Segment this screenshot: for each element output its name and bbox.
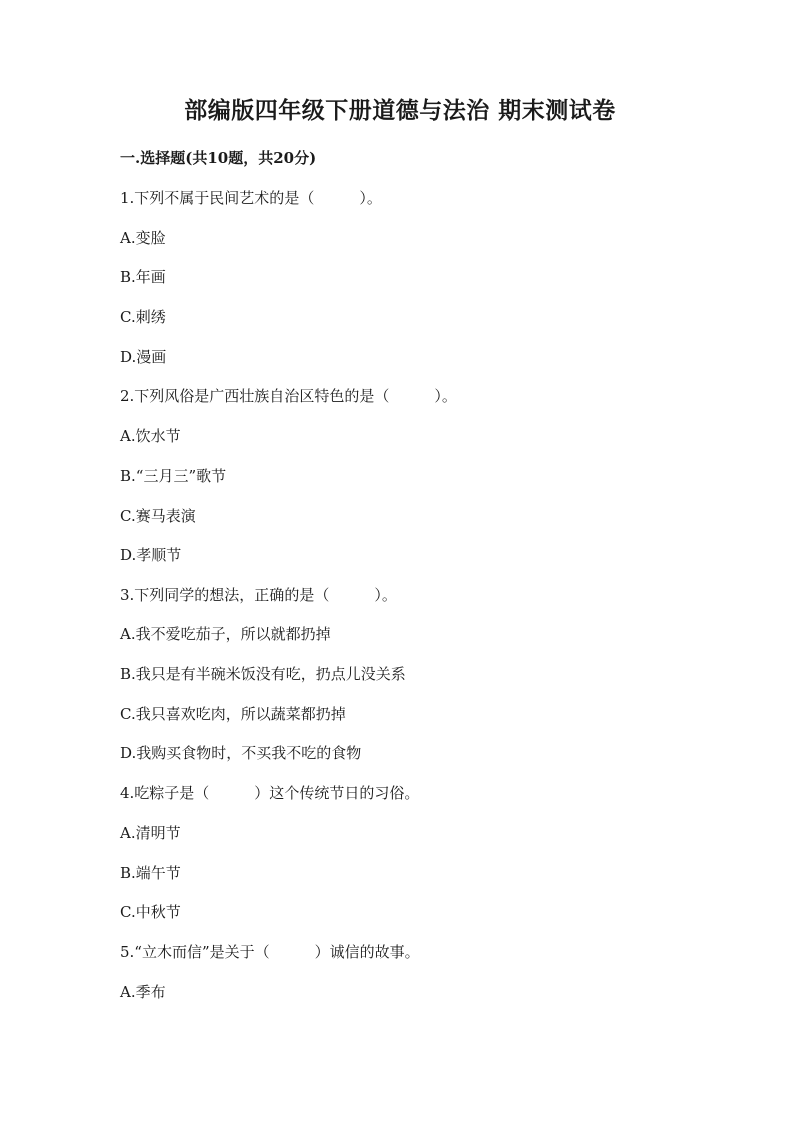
question-3-option-d: D.我购买食物时，不买我不吃的食物 [120,744,362,762]
question-1-option-b: B.年画 [120,268,166,286]
question-4-option-b: B.端午节 [120,864,181,882]
question-1-stem: 1.下列不属于民间艺术的是（ ）。 [120,189,382,207]
question-2-option-d: D.孝顺节 [120,546,182,564]
question-4-option-a: A.清明节 [120,824,181,842]
question-4-option-c: C.中秋节 [120,903,181,921]
question-3-stem: 3.下列同学的想法，正确的是（ ）。 [120,586,397,604]
question-5-stem: 5.“立木而信”是关于（ ）诚信的故事。 [120,943,420,961]
question-2-option-c: C.赛马表演 [120,507,196,525]
section-heading: 一.选择题(共10题，共20分) [120,149,317,167]
question-2-stem: 2.下列风俗是广西壮族自治区特色的是（ ）。 [120,387,457,405]
question-1-option-a: A.变脸 [120,229,166,247]
question-2-option-b: B.“三月三”歌节 [120,467,227,485]
question-3-option-b: B.我只是有半碗米饭没有吃，扔点儿没关系 [120,665,406,683]
question-2-option-a: A.饮水节 [120,427,181,445]
question-3-option-c: C.我只喜欢吃肉，所以蔬菜都扔掉 [120,705,346,723]
question-1-option-c: C.刺绣 [120,308,166,326]
question-4-stem: 4.吃粽子是（ ）这个传统节日的习俗。 [120,784,420,802]
question-1-option-d: D.漫画 [120,348,167,366]
page-title: 部编版四年级下册道德与法治 期末测试卷 [184,97,616,124]
question-3-option-a: A.我不爱吃茄子，所以就都扔掉 [120,625,331,643]
question-5-option-a: A.季布 [120,983,166,1001]
